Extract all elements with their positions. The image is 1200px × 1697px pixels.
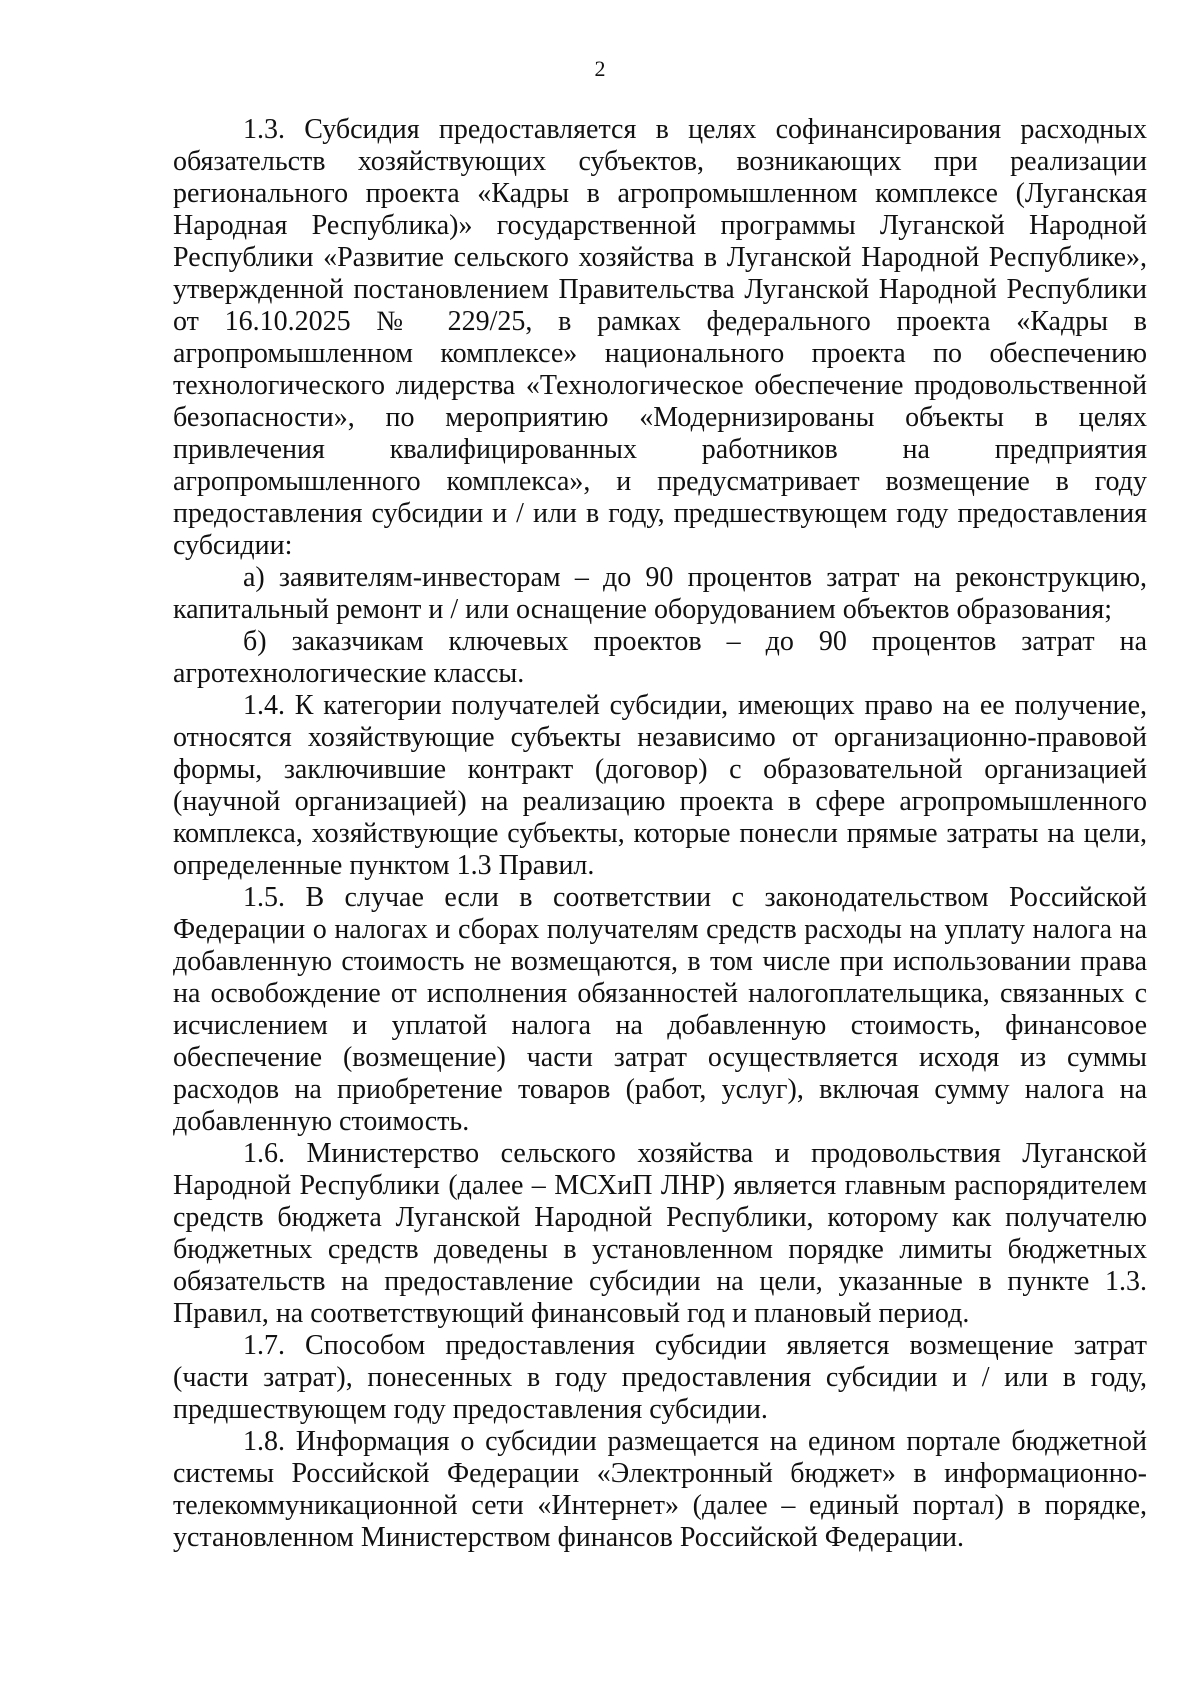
document-body (173, 114, 1147, 1554)
page-number: 2 (594, 56, 606, 81)
paragraph-1-8: 1.8. Информация о субсидии размещается на едином портале бюджетной системы Российской Федерации «Электронный бюджет» в информационно-телекоммуникационной сети «Интернет» (далее – единый портал) в порядке, установленном Министерством финансов Российской Федерации. (173, 1426, 1147, 1553)
paragraph-1-3-a: а) заявителям-инвесторам – до 90 процентов затрат на реконструкцию, капитальный ремонт и / или оснащение оборудованием объектов образования; (173, 562, 1147, 625)
paragraph-1-5: 1.5. В случае если в соответствии с законодательством Российской Федерации о налогах и сборах получателям средств расходы на уплату налога на добавленную стоимость не возмещаются, в том числе при использовании права на освобождение от исполнения обязанностей налогоплательщика, связанных с исчислением и уплатой налога на добавленную стоимость, финансовое обеспечение (возмещение) части затрат осуществляется исходя из суммы расходов на приобретение товаров (работ, услуг), включая сумму налога на добавленную стоимость. (173, 882, 1147, 1137)
paragraph-1-4: 1.4. К категории получателей субсидии, имеющих право на ее получение, относятся хозяйствующие субъекты независимо от организационно-правовой формы, заключившие контракт (договор) с образовательной организацией (научной организацией) на реализацию проекта в сфере агропромышленного комплекса, хозяйствующие субъекты, которые понесли прямые затраты на цели, определенные пунктом 1.3 Правил. (173, 690, 1147, 881)
paragraph-1-6: 1.6. Министерство сельского хозяйства и продовольствия Луганской Народной Республики (далее – МСХиП ЛНР) является главным распорядителем средств бюджета Луганской Народной Республики, которому как получателю бюджетных средств доведены в установленном порядке лимиты бюджетных обязательств на предоставление субсидии на цели, указанные в пункте 1.3. Правил, на соответствующий финансовый год и плановый период. (173, 1138, 1147, 1329)
paragraph-1-3-b: б) заказчикам ключевых проектов – до 90 процентов затрат на агротехнологические классы. (173, 626, 1147, 689)
paragraph-1-3: 1.3. Субсидия предоставляется в целях софинансирования расходных обязательств хозяйствующих субъектов, возникающих при реализации регионального проекта «Кадры в агропромышленном комплексе (Луганская Народная Республика)» государственной программы Луганской Народной Республики «Развитие сельского хозяйства в Луганской Народной Республике», утвержденной постановлением Правительства Луганской Народной Республики от 16.10.2025 № 229/25, в рамках федерального проекта «Кадры в агропромышленном комплексе» национального проекта по обеспечению технологического лидерства «Технологическое обеспечение продовольственной безопасности», по мероприятию «Модернизированы объекты в целях привлечения квалифицированных работников на предприятия агропромышленного комплекса», и предусматривает возмещение в году предоставления субсидии и / или в году, предшествующем году предоставления субсидии: (173, 114, 1147, 561)
paragraph-1-7: 1.7. Способом предоставления субсидии является возмещение затрат (части затрат), понесенных в году предоставления субсидии и / или в году, предшествующем году предоставления субсидии. (173, 1330, 1147, 1425)
